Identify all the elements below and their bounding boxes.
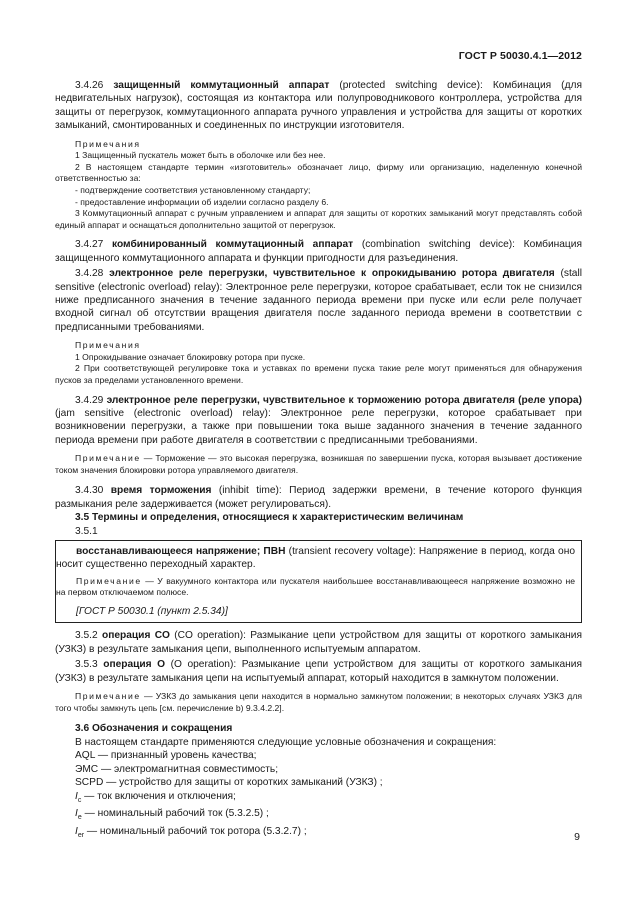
definition: (jam sensitive (electronic overload) relay): Электронное реле перегрузки, которое срабатывает при возникновении перегрузки, а также при повышении тока выше заданного значения в течение заданного периода времени при работе двигателя в соответствии с предписанными требованиями. <box>55 408 582 446</box>
abbrev-item <box>55 790 582 808</box>
notes-heading: Примечания <box>75 138 141 149</box>
term: комбинированный коммутационный аппарат <box>111 239 354 251</box>
section-heading-3-5: 3.5 Термины и определения, относящиеся к характеристическим величинам <box>75 512 464 524</box>
note-label: Примечание <box>76 575 142 586</box>
meaning: — номинальный рабочий ток ротора (5.3.2.7) ; <box>84 826 307 838</box>
clause-number: 3.4.27 <box>75 239 104 251</box>
symbol: I <box>75 826 78 838</box>
reference: [ГОСТ Р 50030.1 (пункт 2.5.34)] <box>76 606 228 618</box>
clause-number: 3.4.30 <box>75 485 104 497</box>
abbrev-item <box>55 807 582 825</box>
term: защищенный коммутационный аппарат <box>113 80 330 91</box>
notes-3-4-26 <box>55 139 582 232</box>
note-item: 3 Коммутационный аппарат с ручным управлением и аппарат для защиты от коротких замыканий могут представлять собой единый аппарат и оснащаться дополнительно защитой от перегрузок. <box>55 208 582 230</box>
notes-3-4-28 <box>55 340 582 386</box>
page-content <box>55 79 582 843</box>
term: электронное реле перегрузки, чувствительное к опрокидыванию ротора двигателя <box>109 268 555 280</box>
meaning: — ток включения и отключения; <box>81 790 236 802</box>
term: время торможения <box>110 485 212 497</box>
clause-number: 3.4.26 <box>75 80 104 91</box>
note-item: 2 При соответствующей регулировке тока и уставках по времени пуска такие реле могут применяться для обнаружения пусков за пределами установленного времени. <box>55 363 582 385</box>
note-3-5-3 <box>55 691 582 714</box>
clause-3-4-29 <box>55 394 582 448</box>
symbol: ЭМС <box>75 763 99 775</box>
abbrev-item <box>55 749 582 763</box>
term: восстанавливающееся напряжение; ПВН <box>76 546 286 558</box>
notes-heading: Примечания <box>75 340 141 351</box>
symbol: I <box>75 808 78 820</box>
symbol-subscript: c <box>77 796 82 804</box>
symbol-subscript: e <box>77 814 82 822</box>
definition: (stall sensitive (electronic overload) relay): Электронное реле перегрузки, которое срабатывает, если ток не снизился ниже предписанного значения в течение заданного периода времени при пуске или если реле получает входной сигнал об отсутствии вращения двигателя после заданного периода времени в соответствии с предписанными требованиями. <box>55 268 582 333</box>
note-item: 2 В настоящем стандарте термин «изготовитель» обозначает лицо, фирму или организацию, наделенную конечной ответственностью за: <box>55 161 582 184</box>
definition: (combination switching device): Комбинация защищенного коммутационного аппарата и функции пригодности для разъединения. <box>55 239 582 264</box>
clause-number: 3.5.2 <box>75 630 98 642</box>
note-text: — У вакуумного контактора или пускателя наибольшее восстанавливающееся напряжение возможно не на первом отключаемом полюсе. <box>56 575 575 598</box>
clause-number: 3.4.28 <box>75 268 104 280</box>
meaning: — устройство для защиты от коротких замыканий (УЗКЗ) ; <box>103 777 383 789</box>
clause-3-5-1 <box>56 545 575 572</box>
definition: (O operation): Размыкание цепи устройством для защиты от короткого замыкания (УЗКЗ) в результате замыкания цепи на испытуемый аппарат, который находится в замкнутом положении. <box>55 659 582 684</box>
symbol: I <box>75 790 78 802</box>
abbrev-item <box>55 825 582 843</box>
boxed-definition-3-5-1 <box>55 540 582 623</box>
note-item: 1 Опрокидывание означает блокировку ротора при пуске. <box>75 351 306 362</box>
term: электронное реле перегрузки, чувствительное к торможению ротора двигателя (реле упора) <box>106 394 582 406</box>
page-number: 9 <box>574 831 580 843</box>
meaning: — электромагнитная совместимость; <box>98 763 279 775</box>
note-3-5-1 <box>56 576 575 599</box>
note-label: Примечание <box>75 453 141 464</box>
note-text: — УЗКЗ до замыкания цепи находится в нормально замкнутом положении; в некоторых случаях УЗКЗ для того чтобы замкнуть цепь [см. перечисление b) 9.3.4.2.2]. <box>55 691 582 713</box>
clause-3-5-2 <box>55 629 582 656</box>
clause-number: 3.4.29 <box>75 394 104 406</box>
note-3-4-29 <box>55 453 582 476</box>
meaning: — номинальный рабочий ток (5.3.2.5) ; <box>81 808 269 820</box>
note-text: — Торможение — это высокая перегрузка, возникшая по завершении пуска, которая вызывает достижение током значения блокировки ротора управляемого двигателя. <box>55 453 582 475</box>
term: операция CO <box>101 630 170 642</box>
clause-number-3-5-1: 3.5.1 <box>75 525 98 537</box>
symbol: SCPD <box>75 777 104 789</box>
abbreviations-intro: В настоящем стандарте применяются следующие условные обозначения и сокращения: <box>75 736 497 748</box>
abbrev-item <box>55 763 582 777</box>
definition: (CO operation): Размыкание цепи устройством для защиты от короткого замыкания (УЗКЗ) в результате замыкания цепи, выполненного испытуемым аппаратом. <box>55 630 582 655</box>
abbrev-item <box>55 776 582 790</box>
note-label: Примечание <box>75 691 141 702</box>
note-item: 1 Защищенный пускатель может быть в оболочке или без нее. <box>75 150 326 161</box>
meaning: — признанный уровень качества; <box>95 750 257 762</box>
clause-3-4-28 <box>55 267 582 334</box>
definition: (protected switching device): Комбинация (для недвигательных нагрузок), состоящая из контактора или полупроводникового контроллера, устройства для защиты от перегрузок, коммутационного аппарата ручного управления и устройства для защиты от коротких замыканий, смонтированных и соединенных по инструкции изготовителя. <box>55 80 582 132</box>
clause-number: 3.5.3 <box>75 659 98 671</box>
note-item: - предоставление информации об изделии согласно разделу 6. <box>75 196 329 207</box>
definition: (transient recovery voltage): Напряжение в период, когда оно носит существенно переходный характер. <box>56 546 575 571</box>
note-item: - подтверждение соответствия установленному стандарту; <box>75 185 311 195</box>
page-header: ГОСТ Р 50030.4.1—2012 <box>458 50 582 62</box>
clause-3-5-3 <box>55 658 582 685</box>
section-heading-3-6: 3.6 Обозначения и сокращения <box>75 723 233 735</box>
symbol: AQL <box>75 750 96 762</box>
clause-3-4-27 <box>55 238 582 265</box>
definition: (inhibit time): Период задержки времени, в течение которого функция размыкания реле задерживается (может регулироваться). <box>55 485 582 510</box>
clause-3-4-26 <box>55 79 582 133</box>
term: операция O <box>103 659 166 671</box>
clause-3-4-30 <box>55 484 582 511</box>
symbol-subscript: er <box>77 832 85 840</box>
